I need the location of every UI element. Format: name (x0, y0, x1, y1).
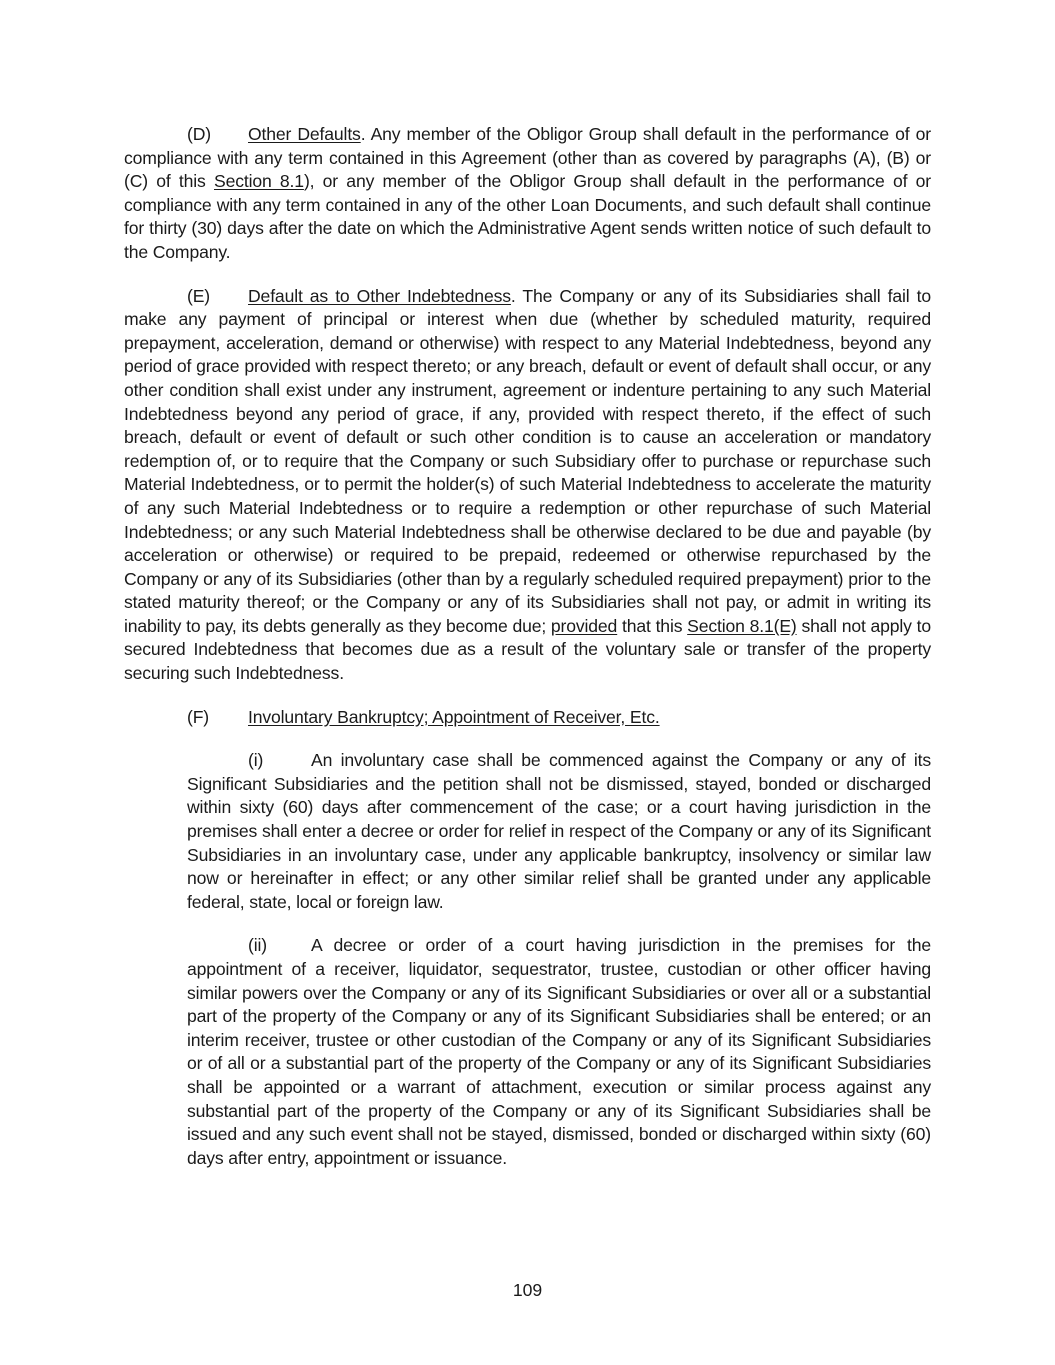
section-d-paragraph (124, 123, 931, 265)
section-f-ii-paragraph (187, 934, 931, 1170)
section-e-label: (E) (187, 285, 211, 306)
page-number: 109 (512, 1280, 543, 1300)
section-f-ii-text: A decree or order of a court having jurisdiction in the premises for the appointment of a receiver, liquidator, sequestrator, trustee, custodian or other officer having similar powers over the Company or any of its Significant Subsidiaries or over all or a substantial part of the property of the Company or any of its Significant Subsidiaries shall be entered; or an interim receiver, trustee or other custodian of the Company or any of its Significant Subsidiaries or of all or a substantial part of the property of the Company or any of its Significant Subsidiaries shall be appointed or a warrant of attachment, execution or similar process against any substantial part of the property of the Company or any of its Significant Subsidiaries shall be issued and any such event shall not be stayed, dismissed, bonded or discharged within sixty (60) days after entry, appointment or issuance. (187, 935, 931, 1168)
section-d-title: Other Defaults (248, 124, 361, 144)
section-d-text-2: ), or any member of the Obligor Group shall default in the performance of or compliance with any term contained in any of the other Loan Documents, and such default shall continue for thirty (30) days after the date on which the Administrative Agent sends written notice of such default to the Company. (124, 171, 931, 262)
section-f-i-label: (i) (248, 750, 264, 771)
section-f-ii-label: (ii) (248, 935, 267, 956)
section-e-text-1: . The Company or any of its Subsidiaries shall fail to make any payment of principal or interest when due (whether by scheduled maturity, required prepayment, acceleration, demand or otherwise) with respect to any Material Indebtedness, beyond any period of grace provided with respect thereto; or any breach, default or event of default shall occur, or any other condition shall exist under any instrument, agreement or indenture pertaining to any such Material Indebtedness beyond any period of grace, if any, provided with respect thereto, if the effect of such breach, default or event of default or such other condition is to cause an acceleration or mandatory redemption of, or to require that the Company or such Subsidiary offer to purchase or repurchase such Material Indebtedness, or to permit the holder(s) of such Material Indebtedness to accelerate the maturity of any such Material Indebtedness or to require a redemption or other repurchase of such Material Indebtedness; or any such Material Indebtedness shall be otherwise declared to be due and payable (by acceleration or otherwise) or required to be prepaid, redeemed or otherwise repurchased by the Company or any of its Subsidiaries (other than by a regularly scheduled required prepayment) prior to the stated maturity thereof; or the Company or any of its Subsidiaries shall not pay, or admit in writing its inability to pay, its debts generally as they become due; (124, 285, 932, 636)
section-e-paragraph (124, 285, 931, 686)
section-e-cross-reference: Section 8.1(E) (687, 615, 797, 636)
section-f-i-text: An involuntary case shall be commenced against the Company or any of its Significant Subsidiaries and the petition shall not be dismissed, stayed, bonded or discharged within sixty (60) days after commencement of the case; or a court having jurisdiction in the premises shall enter a decree or order for relief in respect of the Company or any of its Significant Subsidiaries in an involuntary case, under any applicable bankruptcy, insolvency or similar law now or hereinafter in effect; or any other similar relief shall be granted under any applicable federal, state, local or foreign law. (187, 750, 931, 912)
section-f-title: Involuntary Bankruptcy; Appointment of Receiver, Etc. (248, 706, 660, 727)
section-e-text-3: shall not apply to secured Indebtedness that becomes due as a result of the voluntary sale or transfer of the property securing such Indebtedness. (124, 615, 932, 684)
document-page (124, 123, 931, 1190)
section-d-text-1: . Any member of the Obligor Group shall default in the performance of or compliance with any term contained in this Agreement (other than as covered by paragraphs (A), (B) or (C) of this (124, 124, 931, 192)
section-f-i-paragraph (187, 749, 931, 914)
section-e-text-2: that this (617, 615, 688, 636)
section-d-label: (D) (187, 124, 211, 144)
section-d-cross-reference: Section 8.1 (214, 171, 304, 192)
section-e-title: Default as to Other Indebtedness (248, 285, 511, 306)
section-f-heading (124, 706, 931, 730)
section-f-label: (F) (187, 706, 210, 727)
section-e-proviso: provided (550, 615, 618, 636)
